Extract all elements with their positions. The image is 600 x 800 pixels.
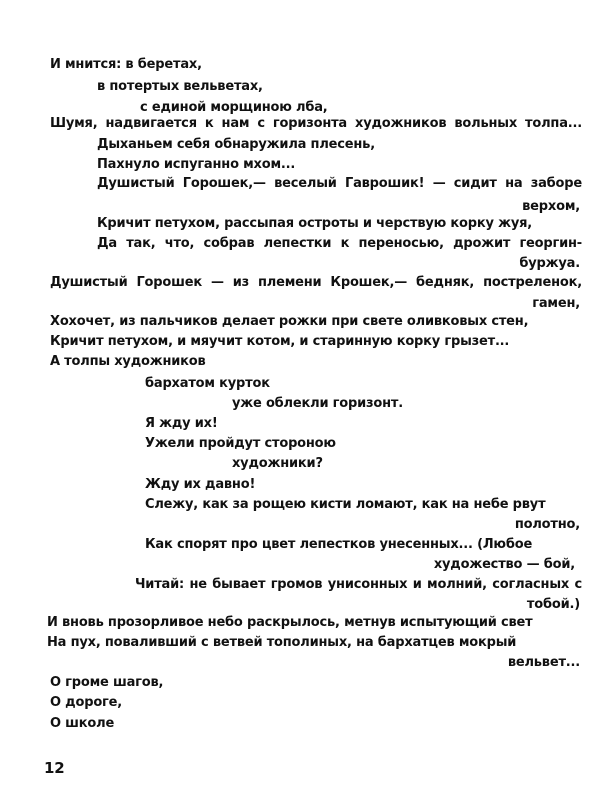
poem-line: Шумя, надвигается к нам с горизонта художников вольных толпа...	[50, 116, 582, 131]
poem-line: Хохочет, из пальчиков делает рожки при свете оливковых стен,	[50, 314, 529, 329]
poem-line: Душистый Горошек — из племени Крошек,— бедняк, постреленок,	[50, 275, 582, 290]
poem-line: гамен,	[532, 296, 580, 311]
poem-line: Душистый Горошек,— веселый Гаврошик! — сидит на заборе	[97, 176, 582, 191]
poem-line: На пух, поваливший с ветвей тополиных, на бархатцев мокрый	[47, 635, 517, 650]
poem-line: А толпы художников	[50, 354, 206, 369]
poem-line: Кричит петухом, и мяучит котом, и старинную корку грызет...	[50, 334, 510, 349]
poem-line: в потертых вельветах,	[97, 79, 263, 94]
poem-line: И мнится: в беретах,	[50, 57, 202, 72]
poem-line: верхом,	[522, 199, 580, 214]
poem-line: Читай: не бывает громов унисонных и молний, согласных с	[135, 577, 582, 592]
poem-line: О дороге,	[50, 695, 122, 710]
poem-line: с единой морщиною лба,	[140, 100, 328, 115]
poem-line: буржуа.	[519, 256, 580, 271]
poem-line: Как спорят про цвет лепестков унесенных... (Любое	[145, 537, 533, 552]
poem-line: полотно,	[514, 517, 580, 532]
poem-line: Дыханьем себя обнаружила плесень,	[97, 137, 375, 152]
poem-line: тобой.)	[526, 597, 580, 612]
poem-line: О громе шагов,	[50, 675, 164, 690]
poem-line: уже облекли горизонт.	[232, 396, 403, 411]
poem-line: художество — бой,	[433, 557, 575, 572]
page-number: 12	[44, 759, 65, 777]
poem-line: Слежу, как за рощею кисти ломают, как на небе рвут	[145, 497, 546, 512]
poem-line: Жду их давно!	[145, 477, 256, 492]
poem-line: Я жду их!	[145, 416, 218, 431]
poem-line: Кричит петухом, рассыпая остроты и черствую корку жуя,	[97, 216, 533, 231]
poem-line: вельвет...	[507, 655, 580, 670]
poem-line: И вновь прозорливое небо раскрылось, метнув испытующий свет	[47, 615, 533, 630]
poem-line: бархатом курток	[145, 376, 270, 391]
poem-line: О школе	[50, 716, 115, 731]
poem-line: Ужели пройдут стороною	[145, 436, 336, 451]
poem-line: Пахнуло испуганно мхом...	[97, 157, 296, 172]
poem-line: Да так, что, собрав лепестки к переносью, дрожит георгин-	[97, 236, 582, 251]
poem-line: художники?	[232, 456, 323, 471]
